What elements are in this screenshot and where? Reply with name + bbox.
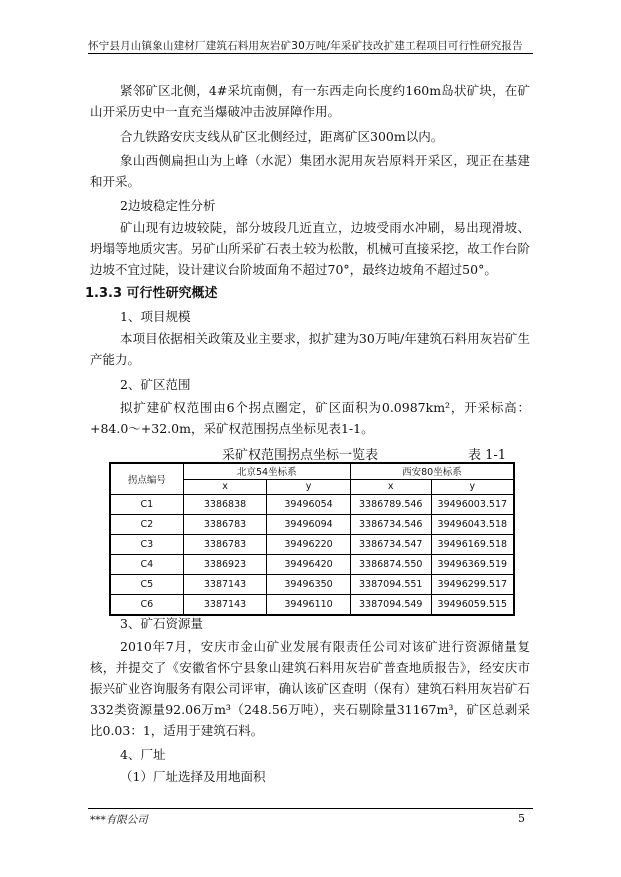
table-row xyxy=(110,515,514,535)
col-group-xian80: 西安80坐标系 xyxy=(350,463,514,479)
cell-point-id: C3 xyxy=(110,535,183,555)
cell-bj54-x: 3387143 xyxy=(183,575,267,595)
cell-xa80-y: 39496369.519 xyxy=(431,555,514,575)
cell-xa80-y: 39496059.515 xyxy=(431,595,514,616)
cell-bj54-y: 39496350 xyxy=(267,575,351,595)
table-caption: 采矿权范围拐点坐标一览表 xyxy=(222,448,379,463)
cell-bj54-y: 39496420 xyxy=(267,555,351,575)
table-row xyxy=(110,555,514,575)
cell-xa80-y: 39496299.517 xyxy=(431,575,514,595)
cell-xa80-y: 39496043.518 xyxy=(431,515,514,535)
footer-company: ***有限公司 xyxy=(90,814,148,826)
item-project-scale: 1、项目规模 xyxy=(120,309,191,324)
table-row xyxy=(110,535,514,555)
cell-point-id: C5 xyxy=(110,575,183,595)
cell-bj54-y: 39496054 xyxy=(267,495,351,515)
paragraph-island-block: 紧邻矿区北侧，4#采坑南侧，有一东西走向长度约160m岛状矿块，在矿山开采历史中一直充当爆破冲击波屏障作用。 xyxy=(90,83,530,119)
table-number: 表 1-1 xyxy=(468,448,507,463)
cell-xa80-x: 3387094.551 xyxy=(350,575,431,595)
cell-bj54-y: 39496220 xyxy=(267,535,351,555)
col-header-y: y xyxy=(431,479,514,495)
coordinate-table xyxy=(109,462,515,616)
header-title: 怀宁县月山镇象山建材厂建筑石料用灰岩矿30万吨/年采矿技改扩建工程项目可行性研究报告 xyxy=(88,40,523,52)
cell-point-id: C4 xyxy=(110,555,183,575)
item-mine-area: 2、矿区范围 xyxy=(120,377,191,392)
paragraph-mine-area: 拟扩建矿权范围由6个拐点圈定，矿区面积为0.0987km²，开采标高：+84.0～+32.0m，采矿权范围拐点坐标见表1-1。 xyxy=(90,400,530,436)
cell-bj54-x: 3386783 xyxy=(183,515,267,535)
paragraph-slope-analysis: 矿山现有边坡较陡，部分坡段几近直立，边坡受雨水冲刷，易出现滑坡、坍塌等地质灾害。另矿山所采矿石表土较为松散，机械可直接采挖，故工作台阶边坡不宜过陡，设计建议台阶坡面角不超过70°，最终边坡角不超过50°。 xyxy=(90,220,530,277)
col-header-x: x xyxy=(183,479,267,495)
cell-point-id: C1 xyxy=(110,495,183,515)
cell-point-id: C2 xyxy=(110,515,183,535)
cell-point-id: C6 xyxy=(110,595,183,616)
subheading-slope-stability: 2边坡稳定性分析 xyxy=(120,198,216,213)
item-plant-site: 4、厂址 xyxy=(120,747,166,762)
col-header-point: 拐点编号 xyxy=(110,463,183,495)
cell-xa80-x: 3386734.546 xyxy=(350,515,431,535)
paragraph-railway: 合九铁路安庆支线从矿区北侧经过，距离矿区300m以内。 xyxy=(120,129,444,144)
col-header-y: y xyxy=(267,479,351,495)
cell-xa80-x: 3386874.550 xyxy=(350,555,431,575)
table-row xyxy=(110,575,514,595)
cell-bj54-y: 39496094 xyxy=(267,515,351,535)
cell-xa80-x: 3387094.549 xyxy=(350,595,431,616)
cell-bj54-x: 3387143 xyxy=(183,595,267,616)
col-header-x: x xyxy=(350,479,431,495)
paragraph-project-scale: 本项目依据相关政策及业主要求，拟扩建为30万吨/年建筑石料用灰岩矿生产能力。 xyxy=(90,331,530,367)
cell-bj54-x: 3386838 xyxy=(183,495,267,515)
cell-bj54-x: 3386923 xyxy=(183,555,267,575)
header-rule xyxy=(88,53,533,54)
paragraph-ore-resources: 2010年7月，安庆市金山矿业发展有限责任公司对该矿进行资源储量复核，并提交了《安徽省怀宁县象山建筑石料用灰岩矿普查地质报告》，经安庆市振兴矿业咨询服务有限公司评审，确认该矿区查明（保有）建筑石料用灰岩矿石332类资源量92.06万m³（248.56万吨），夹石剔除量31167m³，矿区总剥采比0.03：1，适用于建筑石料。 xyxy=(90,639,530,738)
item-ore-resources: 3、矿石资源量 xyxy=(120,616,203,631)
table-row xyxy=(110,495,514,515)
cell-xa80-y: 39496003.517 xyxy=(431,495,514,515)
item-site-selection: （1）厂址选择及用地面积 xyxy=(120,769,266,784)
page-number: 5 xyxy=(518,812,525,825)
paragraph-quarry-west: 象山西侧扁担山为上峰（水泥）集团水泥用灰岩原料开采区，现正在基建和开采。 xyxy=(90,153,530,189)
cell-bj54-x: 3386783 xyxy=(183,535,267,555)
cell-xa80-y: 39496169.518 xyxy=(431,535,514,555)
cell-bj54-y: 39496110 xyxy=(267,595,351,616)
cell-xa80-x: 3386734.547 xyxy=(350,535,431,555)
section-heading: 1.3.3 可行性研究概述 xyxy=(85,286,218,301)
footer-rule xyxy=(88,808,533,809)
col-group-beijing54: 北京54坐标系 xyxy=(183,463,350,479)
table-row xyxy=(110,595,514,616)
cell-xa80-x: 3386789.546 xyxy=(350,495,431,515)
